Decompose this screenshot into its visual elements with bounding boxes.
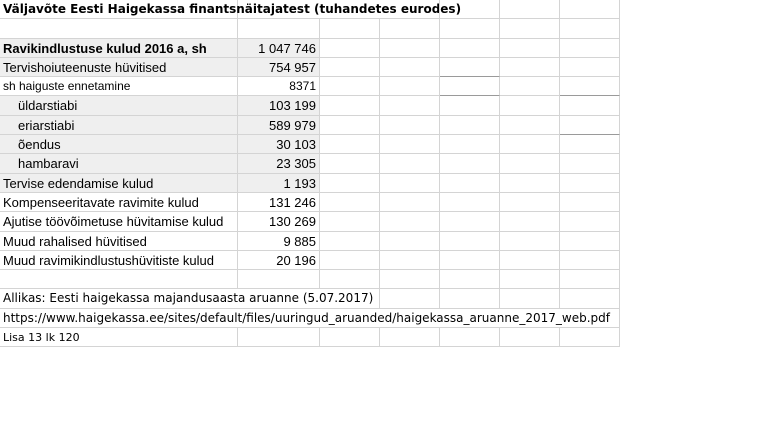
cell-source[interactable] <box>0 289 374 308</box>
row-value: 130 269 <box>269 214 316 230</box>
cell[interactable] <box>238 19 320 38</box>
cell-value[interactable] <box>238 96 320 115</box>
row-value: 30 103 <box>276 137 316 153</box>
cell[interactable] <box>440 135 500 154</box>
cell[interactable] <box>380 193 440 212</box>
cell[interactable] <box>380 270 440 289</box>
cell-value[interactable] <box>238 251 320 270</box>
cell[interactable] <box>380 289 440 308</box>
cell[interactable] <box>440 39 500 58</box>
row-value: 20 196 <box>276 252 316 268</box>
cell[interactable] <box>500 289 560 308</box>
cell[interactable] <box>560 19 620 38</box>
cell[interactable] <box>500 270 560 289</box>
cell-label[interactable] <box>0 77 238 96</box>
cell[interactable] <box>320 19 380 38</box>
cell[interactable] <box>500 0 560 19</box>
table-row <box>0 154 620 173</box>
row-value: 9 885 <box>283 233 316 249</box>
cell[interactable] <box>440 193 500 212</box>
cell[interactable] <box>560 289 620 308</box>
cell-value[interactable] <box>238 58 320 77</box>
cell[interactable] <box>440 289 500 308</box>
sheet-row-title <box>0 0 620 19</box>
cell[interactable] <box>380 77 440 96</box>
cell[interactable] <box>320 135 380 154</box>
cell-label[interactable] <box>0 193 238 212</box>
table-row <box>0 116 620 135</box>
row-value: 103 199 <box>269 98 316 114</box>
sheet-title: Väljavõte Eesti Haigekassa finantsnäitajatest (tuhandetes eurodes) <box>3 2 462 16</box>
cell[interactable] <box>380 39 440 58</box>
cell[interactable] <box>440 116 500 135</box>
cell[interactable] <box>560 174 620 193</box>
cell[interactable] <box>560 116 620 135</box>
cell[interactable] <box>238 328 320 347</box>
cell[interactable] <box>238 270 320 289</box>
source-text: Allikas: Eesti haigekassa majandusaasta aruanne (5.07.2017) <box>3 291 374 306</box>
cell[interactable] <box>0 19 238 38</box>
cell[interactable] <box>440 19 500 38</box>
cell[interactable] <box>560 270 620 289</box>
cell-value[interactable] <box>238 232 320 251</box>
cell-label[interactable] <box>0 96 238 115</box>
cell[interactable] <box>440 328 500 347</box>
row-value: 1 193 <box>283 175 316 191</box>
cell[interactable] <box>380 174 440 193</box>
row-label: Tervishoiuteenuste hüvitised <box>3 59 167 75</box>
cell[interactable] <box>500 39 560 58</box>
cell-label[interactable] <box>0 39 238 58</box>
row-label: Ravikindlustuse kulud 2016 a, sh <box>3 40 207 56</box>
row-value: 1 047 746 <box>258 40 316 56</box>
cell[interactable] <box>560 135 620 154</box>
cell[interactable] <box>500 58 560 77</box>
table-row <box>0 77 620 96</box>
cell[interactable] <box>320 328 380 347</box>
cell[interactable] <box>320 289 380 308</box>
cell[interactable] <box>500 96 560 115</box>
table-row <box>0 58 620 77</box>
row-label: Ajutise töövõimetuse hüvitamise kulud <box>3 214 224 230</box>
sheet-row-source <box>0 289 620 308</box>
row-label: Muud rahalised hüvitised <box>3 233 147 249</box>
cell[interactable] <box>380 232 440 251</box>
cell[interactable] <box>320 212 380 231</box>
cell-value[interactable] <box>238 77 320 96</box>
cell-value[interactable] <box>238 135 320 154</box>
cell[interactable] <box>380 251 440 270</box>
cell[interactable] <box>500 116 560 135</box>
cell[interactable] <box>560 39 620 58</box>
cell[interactable] <box>320 193 380 212</box>
cell[interactable] <box>500 232 560 251</box>
row-label: sh haiguste ennetamine <box>3 79 131 94</box>
cell[interactable] <box>440 232 500 251</box>
row-value: 589 979 <box>269 117 316 133</box>
cell-label[interactable] <box>0 174 238 193</box>
cell-label[interactable] <box>0 232 238 251</box>
cell[interactable] <box>320 58 380 77</box>
cell[interactable] <box>380 135 440 154</box>
row-label: üldarstiabi <box>18 98 78 114</box>
row-label: eriarstiabi <box>18 117 75 133</box>
cell[interactable] <box>560 96 620 115</box>
sheet-row-blank <box>0 270 620 289</box>
sheet-row-source <box>0 309 620 328</box>
cell[interactable] <box>320 232 380 251</box>
cell[interactable] <box>500 135 560 154</box>
source-url: https://www.haigekassa.ee/sites/default/files/uuringud_aruanded/haigekassa_aruanne_2017_web.pdf <box>3 310 610 325</box>
row-label: hambaravi <box>18 156 79 172</box>
cell[interactable] <box>380 116 440 135</box>
cell[interactable] <box>320 154 380 173</box>
cell[interactable] <box>500 193 560 212</box>
cell-title[interactable] <box>0 0 462 19</box>
table-row <box>0 193 620 212</box>
cell[interactable] <box>500 19 560 38</box>
cell[interactable] <box>440 174 500 193</box>
cell-label[interactable] <box>0 154 238 173</box>
row-label: Kompenseeritavate ravimite kulud <box>3 194 199 210</box>
row-value: 23 305 <box>276 156 316 172</box>
row-label: Muud ravimikindlustushüvitiste kulud <box>3 252 214 268</box>
cell[interactable] <box>560 154 620 173</box>
cell-value[interactable] <box>238 154 320 173</box>
cell[interactable] <box>320 174 380 193</box>
cell[interactable] <box>380 328 440 347</box>
table-row <box>0 212 620 231</box>
row-value: 131 246 <box>269 194 316 210</box>
cell[interactable] <box>560 232 620 251</box>
cell[interactable] <box>560 0 620 19</box>
cell[interactable] <box>380 58 440 77</box>
cell[interactable] <box>560 193 620 212</box>
cell[interactable] <box>380 212 440 231</box>
sheet-row-blank <box>0 19 620 38</box>
cell-label[interactable] <box>0 212 238 231</box>
table-row <box>0 135 620 154</box>
cell[interactable] <box>440 58 500 77</box>
cell-value[interactable] <box>238 193 320 212</box>
cell-label[interactable] <box>0 135 238 154</box>
source-page: Lisa 13 lk 120 <box>3 331 80 345</box>
cell[interactable] <box>560 212 620 231</box>
cell[interactable] <box>500 77 560 96</box>
cell[interactable] <box>440 154 500 173</box>
cell[interactable] <box>500 174 560 193</box>
cell[interactable] <box>320 251 380 270</box>
table-row <box>0 232 620 251</box>
cell-source[interactable] <box>0 309 620 328</box>
cell[interactable] <box>0 270 238 289</box>
cell[interactable] <box>440 212 500 231</box>
cell[interactable] <box>440 77 500 96</box>
cell-source[interactable] <box>0 328 238 347</box>
cell-value[interactable] <box>238 174 320 193</box>
cell[interactable] <box>440 270 500 289</box>
cell-value[interactable] <box>238 39 320 58</box>
table-row <box>0 174 620 193</box>
cell[interactable] <box>500 212 560 231</box>
row-value: 8371 <box>289 79 316 94</box>
row-label: õendus <box>18 137 61 153</box>
table-row <box>0 96 620 115</box>
cell[interactable] <box>320 0 380 19</box>
table-row <box>0 39 620 58</box>
cell[interactable] <box>380 154 440 173</box>
cell[interactable] <box>560 328 620 347</box>
cell[interactable] <box>320 116 380 135</box>
cell[interactable] <box>320 77 380 96</box>
cell[interactable] <box>440 251 500 270</box>
cell[interactable] <box>560 251 620 270</box>
row-value: 754 957 <box>269 59 316 75</box>
cell-label[interactable] <box>0 251 238 270</box>
cell-value[interactable] <box>238 116 320 135</box>
cell[interactable] <box>440 96 500 115</box>
cell[interactable] <box>320 270 380 289</box>
cell[interactable] <box>320 96 380 115</box>
row-label: Tervise edendamise kulud <box>3 175 154 191</box>
cell[interactable] <box>320 39 380 58</box>
table-row <box>0 251 620 270</box>
cell[interactable] <box>238 289 320 308</box>
cell[interactable] <box>500 328 560 347</box>
cell[interactable] <box>380 96 440 115</box>
cell-label[interactable] <box>0 58 238 77</box>
cell[interactable] <box>500 251 560 270</box>
cell[interactable] <box>560 77 620 96</box>
cell[interactable] <box>560 58 620 77</box>
cell[interactable] <box>500 154 560 173</box>
cell-value[interactable] <box>238 212 320 231</box>
sheet-row-source <box>0 328 620 347</box>
cell[interactable] <box>238 0 320 19</box>
cell[interactable] <box>380 0 440 19</box>
cell[interactable] <box>440 0 500 19</box>
cell-label[interactable] <box>0 116 238 135</box>
cell[interactable] <box>380 19 440 38</box>
